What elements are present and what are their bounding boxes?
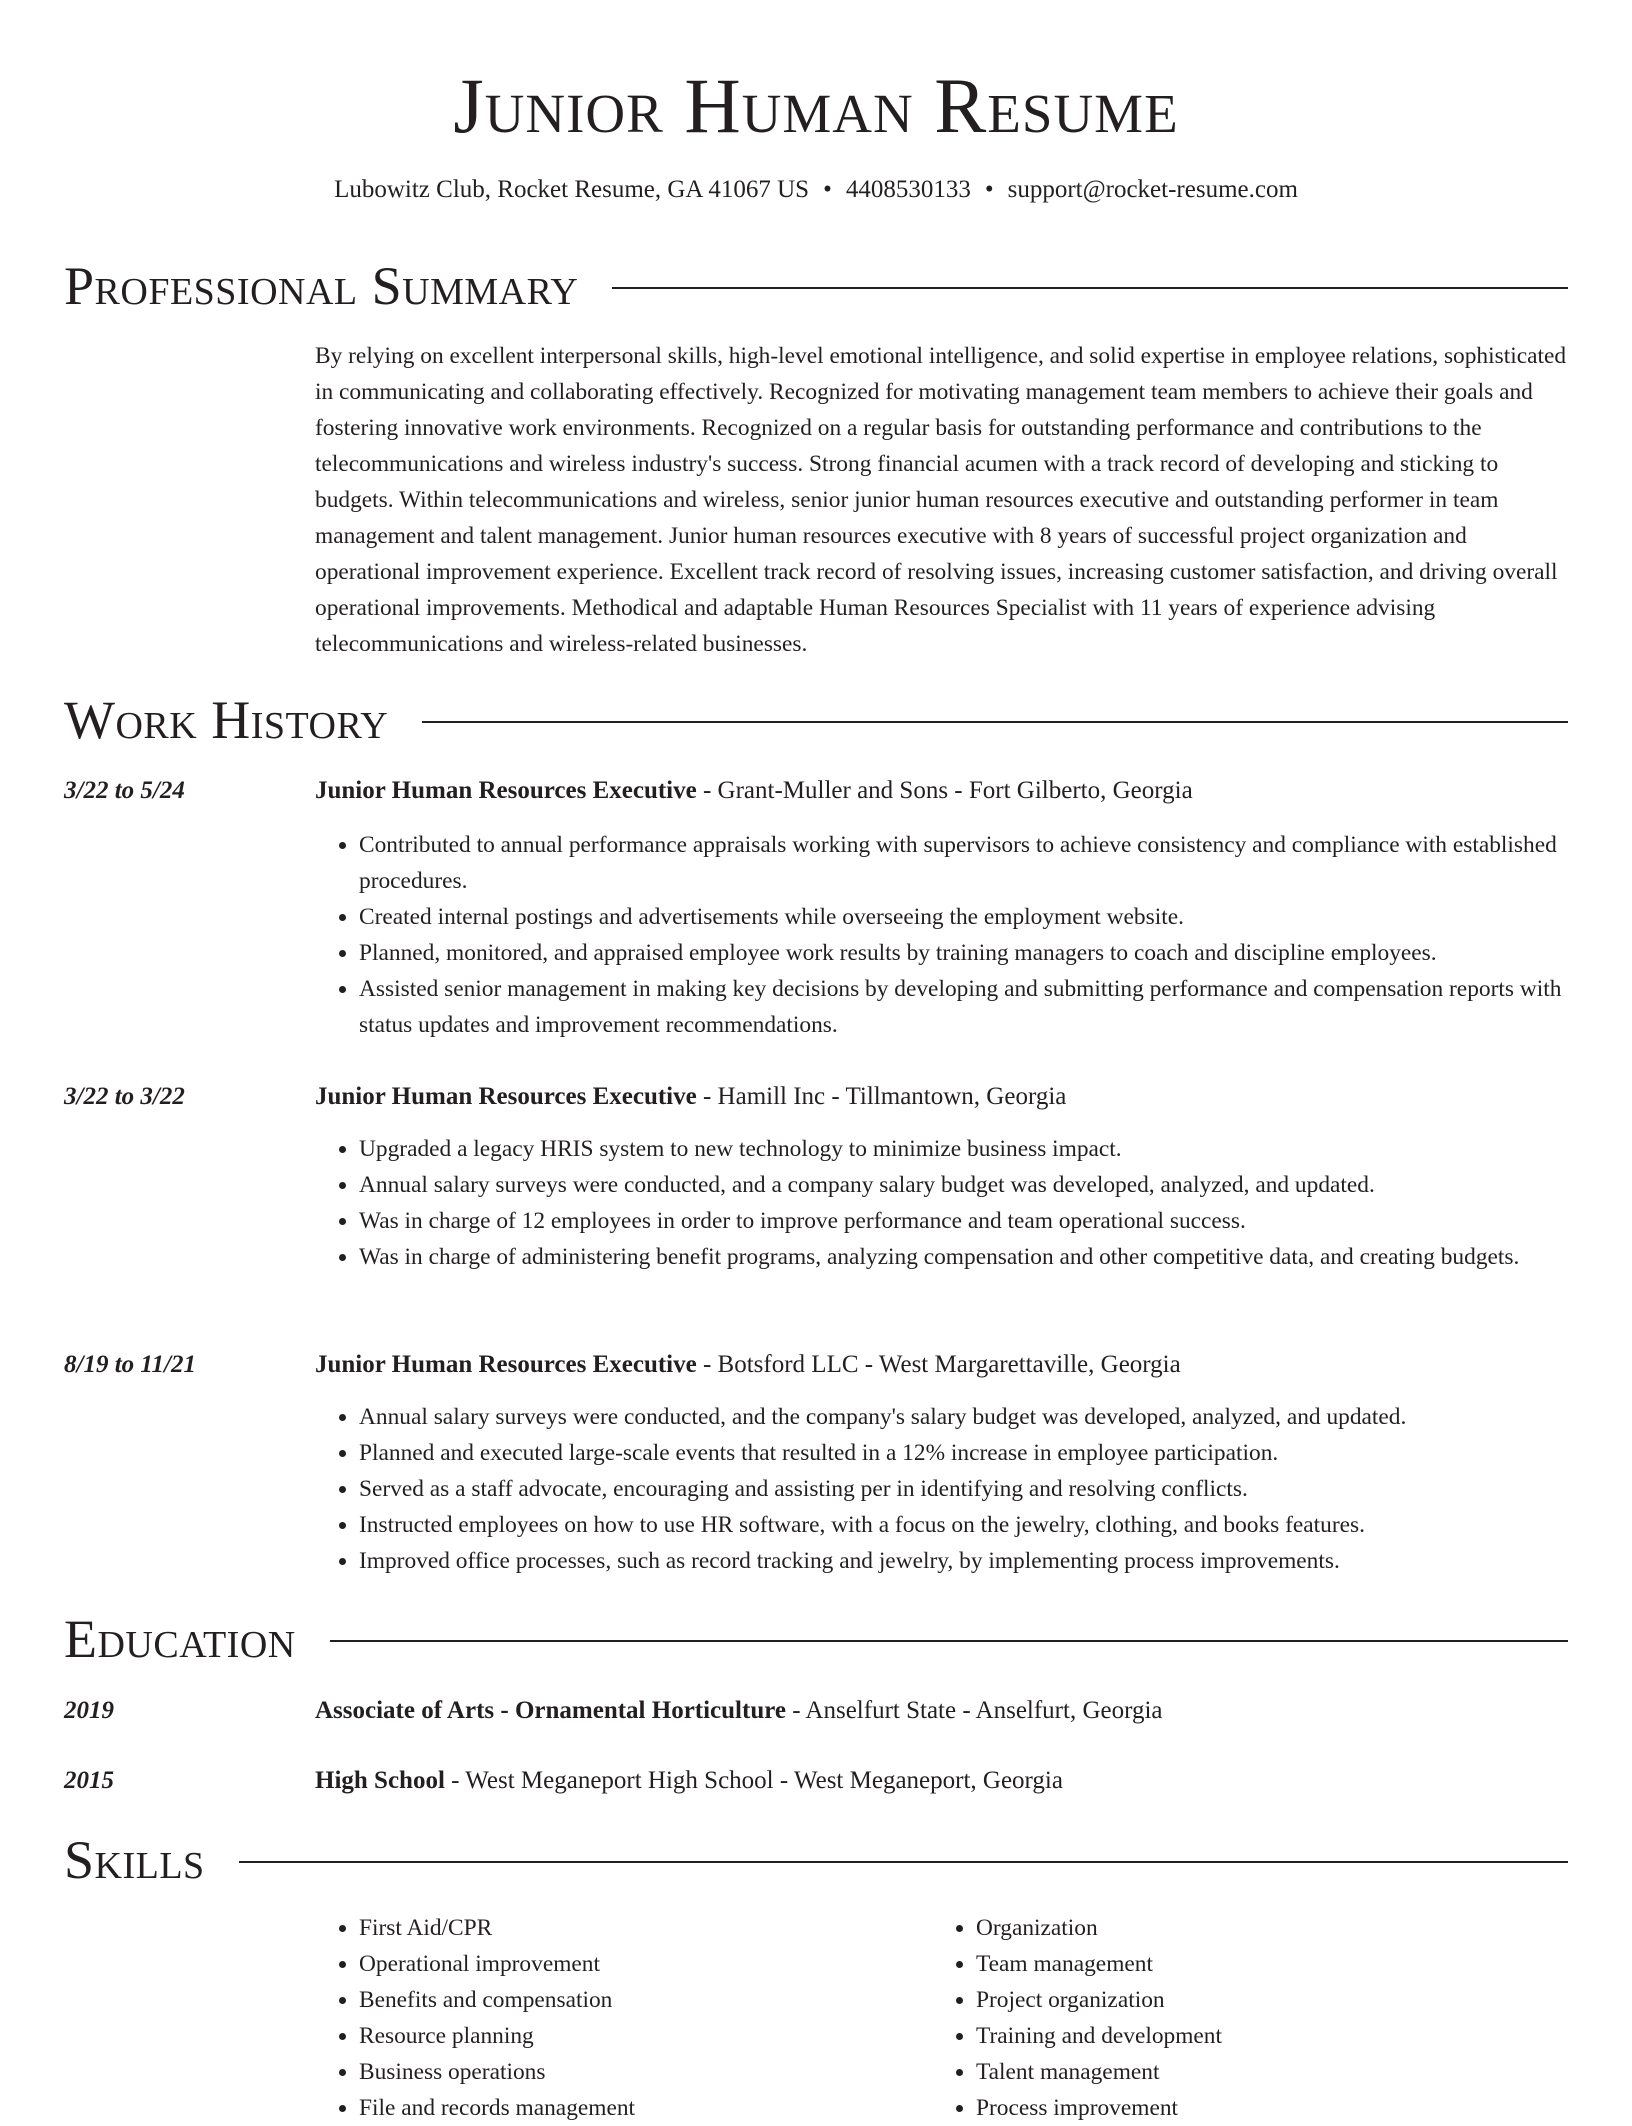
job-bullet: • Improved office processes, such as record tracking and jewelry, by implementing process improvements. (359, 1543, 1568, 1579)
contact-separator: • (823, 176, 832, 203)
job-date: 3/22 to 3/22 (64, 1083, 185, 1110)
job-bullet: • Annual salary surveys were conducted, and the company's salary budget was developed, analyzed, and updated. (359, 1399, 1568, 1435)
education-date: 2015 (64, 1767, 114, 1794)
education-heading: Education (64, 1609, 296, 1669)
job-bullet: • Served as a staff advocate, encouraging and assisting per in identifying and resolving conflicts. (359, 1471, 1568, 1507)
job-date: 3/22 to 5/24 (64, 777, 185, 804)
job-bullet: • Upgraded a legacy HRIS system to new technology to minimize business impact. (359, 1131, 1568, 1167)
section-divider (239, 1861, 1568, 1863)
skills-heading: Skills (64, 1830, 205, 1890)
job-title-line (315, 1347, 1568, 1383)
job-details: - Grant-Muller and Sons - Fort Gilberto, Georgia (696, 777, 1193, 804)
skills-list-left (315, 1910, 915, 2126)
education-degree: High School (315, 1767, 445, 1794)
job-bullet: • Assisted senior management in making key decisions by developing and submitting performance and compensation reports with status updates and improvement recommendations. (359, 971, 1568, 1043)
section-divider (422, 721, 1568, 723)
education-details: - West Meganeport High School - West Meganeport, Georgia (444, 1767, 1063, 1794)
summary-section-heading (64, 254, 1568, 318)
skill-item: • Process improvement (976, 2090, 1532, 2126)
job-bullets (315, 827, 1568, 1043)
skill-item: • Project organization (976, 1982, 1532, 2018)
job-bullet: • Was in charge of 12 employees in order to improve performance and team operational success. (359, 1203, 1568, 1239)
job-bullet: • Instructed employees on how to use HR software, with a focus on the jewelry, clothing, and books features. (359, 1507, 1568, 1543)
skill-item: • Team management (976, 1946, 1532, 1982)
job-bullets (315, 1399, 1568, 1579)
job-date: 8/19 to 11/21 (64, 1351, 196, 1378)
skill-item: • File and records management (359, 2090, 915, 2126)
education-date: 2019 (64, 1697, 114, 1724)
education-title-line (315, 1693, 1568, 1729)
education-details: - Anselfurt State - Anselfurt, Georgia (785, 1697, 1163, 1724)
job-bullet: • Contributed to annual performance appraisals working with supervisors to achieve consistency and compliance with established procedures. (359, 827, 1568, 899)
contact-line (0, 172, 1632, 208)
work-heading: Work History (64, 690, 389, 750)
job-title-line (315, 773, 1568, 809)
job-title: Junior Human Resources Executive (315, 1083, 697, 1110)
job-title: Junior Human Resources Executive (315, 777, 697, 804)
skill-item: • Business operations (359, 2054, 915, 2090)
contact-phone: 4408530133 (845, 176, 971, 203)
education-section-heading (64, 1607, 1568, 1671)
skill-item: • Organization (976, 1910, 1532, 1946)
contact-address: Lubowitz Club, Rocket Resume, GA 41067 US (334, 176, 810, 203)
summary-heading: Professional Summary (64, 256, 579, 316)
job-title: Junior Human Resources Executive (315, 1351, 697, 1378)
job-bullets (315, 1131, 1568, 1275)
skill-item: • Talent management (976, 2054, 1532, 2090)
section-divider (330, 1640, 1568, 1642)
skill-item: • Benefits and compensation (359, 1982, 915, 2018)
resume-name: Junior Human Resume (453, 62, 1179, 149)
job-title-line (315, 1079, 1568, 1115)
skill-item: • Training and development (976, 2018, 1532, 2054)
summary-text: By relying on excellent interpersonal skills, high-level emotional intelligence, and solid expertise in employee relations, sophisticated in communicating and collaborating effectively. Recognized for motivating management team members to achieve their goals and fostering innovative work environments. Recognized on a regular basis for outstanding performance and contributions to the telecommunications and wireless industry's success. Strong financial acumen with a track record of developing and sticking to budgets. Within telecommunications and wireless, senior junior human resources executive and outstanding performer in team management and talent management. Junior human resources executive with 8 years of successful project organization and operational improvement experience. Excellent track record of resolving issues, increasing customer satisfaction, and driving overall operational improvements. Methodical and adaptable Human Resources Specialist with 11 years of experience advising telecommunications and wireless-related businesses. (315, 343, 1567, 657)
skills-section-heading (64, 1828, 1568, 1892)
job-bullet: • Planned and executed large-scale events that resulted in a 12% increase in employee participation. (359, 1435, 1568, 1471)
skill-item: • Operational improvement (359, 1946, 915, 1982)
job-details: - Botsford LLC - West Margarettaville, Georgia (696, 1351, 1181, 1378)
work-section-heading (64, 688, 1568, 752)
job-bullet: • Created internal postings and advertisements while overseeing the employment website. (359, 899, 1568, 935)
skills-list-right (932, 1910, 1532, 2126)
education-degree: Associate of Arts - Ornamental Horticulture (315, 1697, 786, 1724)
job-bullet: • Planned, monitored, and appraised employee work results by training managers to coach and discipline employees. (359, 935, 1568, 971)
contact-separator: • (984, 176, 994, 203)
skill-item: • Resource planning (359, 2018, 915, 2054)
education-title-line (315, 1763, 1568, 1799)
job-bullet: • Was in charge of administering benefit programs, analyzing compensation and other competitive data, and creating budgets. (359, 1239, 1568, 1275)
job-details: - Hamill Inc - Tillmantown, Georgia (696, 1083, 1067, 1110)
section-divider (612, 287, 1568, 289)
job-bullet: • Annual salary surveys were conducted, and a company salary budget was developed, analyzed, and updated. (359, 1167, 1568, 1203)
skill-item: • First Aid/CPR (359, 1910, 915, 1946)
contact-email: support@rocket-resume.com (1007, 176, 1298, 203)
